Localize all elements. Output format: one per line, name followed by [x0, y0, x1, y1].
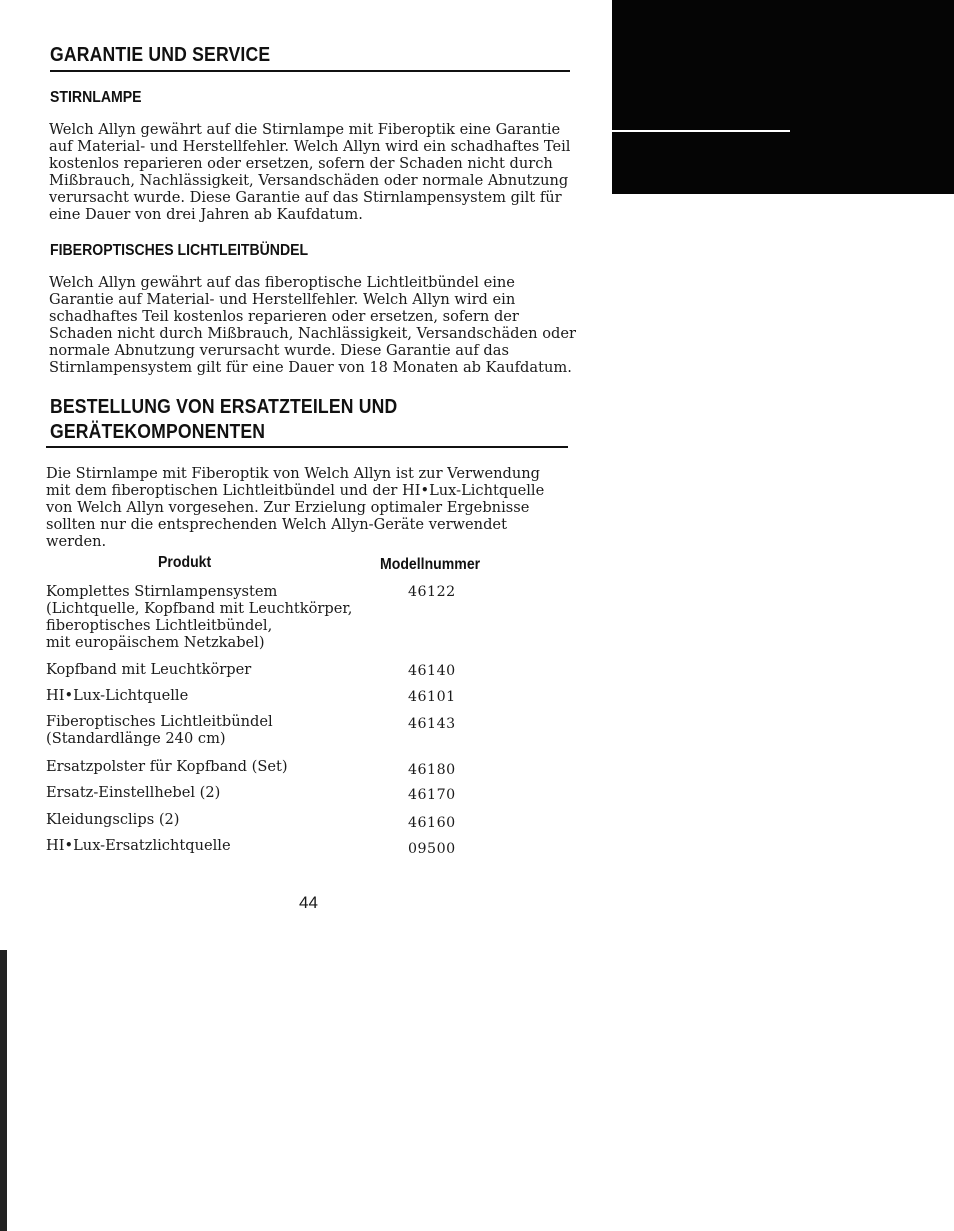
table-row-product: HI•Lux-Ersatzlichtquelle	[46, 837, 231, 854]
table-row-model: 46143	[408, 716, 456, 732]
heading-stirnlampe: STIRNLAMPE	[50, 89, 142, 106]
table-row-model: 46180	[408, 762, 456, 778]
table-row-product: Kopfband mit Leuchtkörper	[46, 661, 252, 678]
table-row-product: HI•Lux-Lichtquelle	[46, 687, 189, 704]
table-row-model: 46122	[408, 584, 456, 600]
black-thumb-tab	[612, 0, 954, 194]
table-row-product: Kleidungsclips (2)	[46, 811, 180, 828]
section-title-garantie: GARANTIE UND SERVICE	[50, 44, 271, 66]
table-row-model: 46140	[408, 663, 456, 679]
paragraph-bestellung: Die Stirnlampe mit Fiberoptik von Welch Allyn ist zur Verwendung mit dem fiberoptischen Lichtleitbündel und der HI•Lux-Lichtquelle von Welch Allyn vorgesehen. Zur Erzielung optimaler Ergebnisse sollten nur die entsprechenden Welch Allyn-Geräte verwendet werden.	[46, 465, 545, 550]
table-row-model: 46170	[408, 787, 456, 803]
heading-lichtleitbuendel: FIBEROPTISCHES LICHTLEITBÜNDEL	[50, 242, 309, 259]
table-row-product: Ersatzpolster für Kopfband (Set)	[46, 758, 288, 775]
thumb-tab-line	[612, 130, 790, 132]
table-row-product: Ersatz-Einstellhebel (2)	[46, 784, 221, 801]
table-row-model: 09500	[408, 841, 456, 857]
paragraph-stirnlampe: Welch Allyn gewährt auf die Stirnlampe mit Fiberoptik eine Garantie auf Material- und Herstellfehler. Welch Allyn wird ein schadhaftes Teil kostenlos reparieren oder ersetzen, sofern der Schaden nicht durch Mißbrauch, Nachlässigkeit, Versandschäden oder normale Abnutzung verursacht wurde. Diese Garantie auf das Stirnlampensystem gilt für eine Dauer von drei Jahren ab Kaufdatum.	[49, 121, 571, 223]
column-header-model: Modellnummer	[380, 556, 481, 573]
paragraph-lichtleitbuendel: Welch Allyn gewährt auf das fiberoptische Lichtleitbündel eine Garantie auf Material- und Herstellfehler. Welch Allyn wird ein schadhaftes Teil kostenlos reparieren oder ersetzen, sofern der Schaden nicht durch Mißbrauch, Nachlässigkeit, Versandschäden oder normale Abnutzung verursacht wurde. Diese Garantie auf das Stirnlampensystem gilt für eine Dauer von 18 Monaten ab Kaufdatum.	[49, 274, 576, 376]
scan-edge-strip	[0, 950, 7, 1231]
section-rule-garantie	[50, 70, 570, 72]
table-row-model: 46101	[408, 689, 456, 705]
table-row-model: 46160	[408, 815, 456, 831]
section-title-bestellung-line1: BESTELLUNG VON ERSATZTEILEN UND	[50, 396, 398, 418]
table-row-product: Komplettes Stirnlampensystem (Lichtquelle, Kopfband mit Leuchtkörper, fiberoptisches Lichtleitbündel, mit europäischem Netzkabel)	[46, 583, 353, 651]
page-number: 44	[299, 893, 318, 912]
column-header-product: Produkt	[158, 554, 212, 571]
section-title-bestellung-line2: GERÄTEKOMPONENTEN	[50, 421, 266, 443]
section-rule-bestellung	[46, 446, 568, 448]
table-row-product: Fiberoptisches Lichtleitbündel (Standardlänge 240 cm)	[46, 713, 273, 747]
